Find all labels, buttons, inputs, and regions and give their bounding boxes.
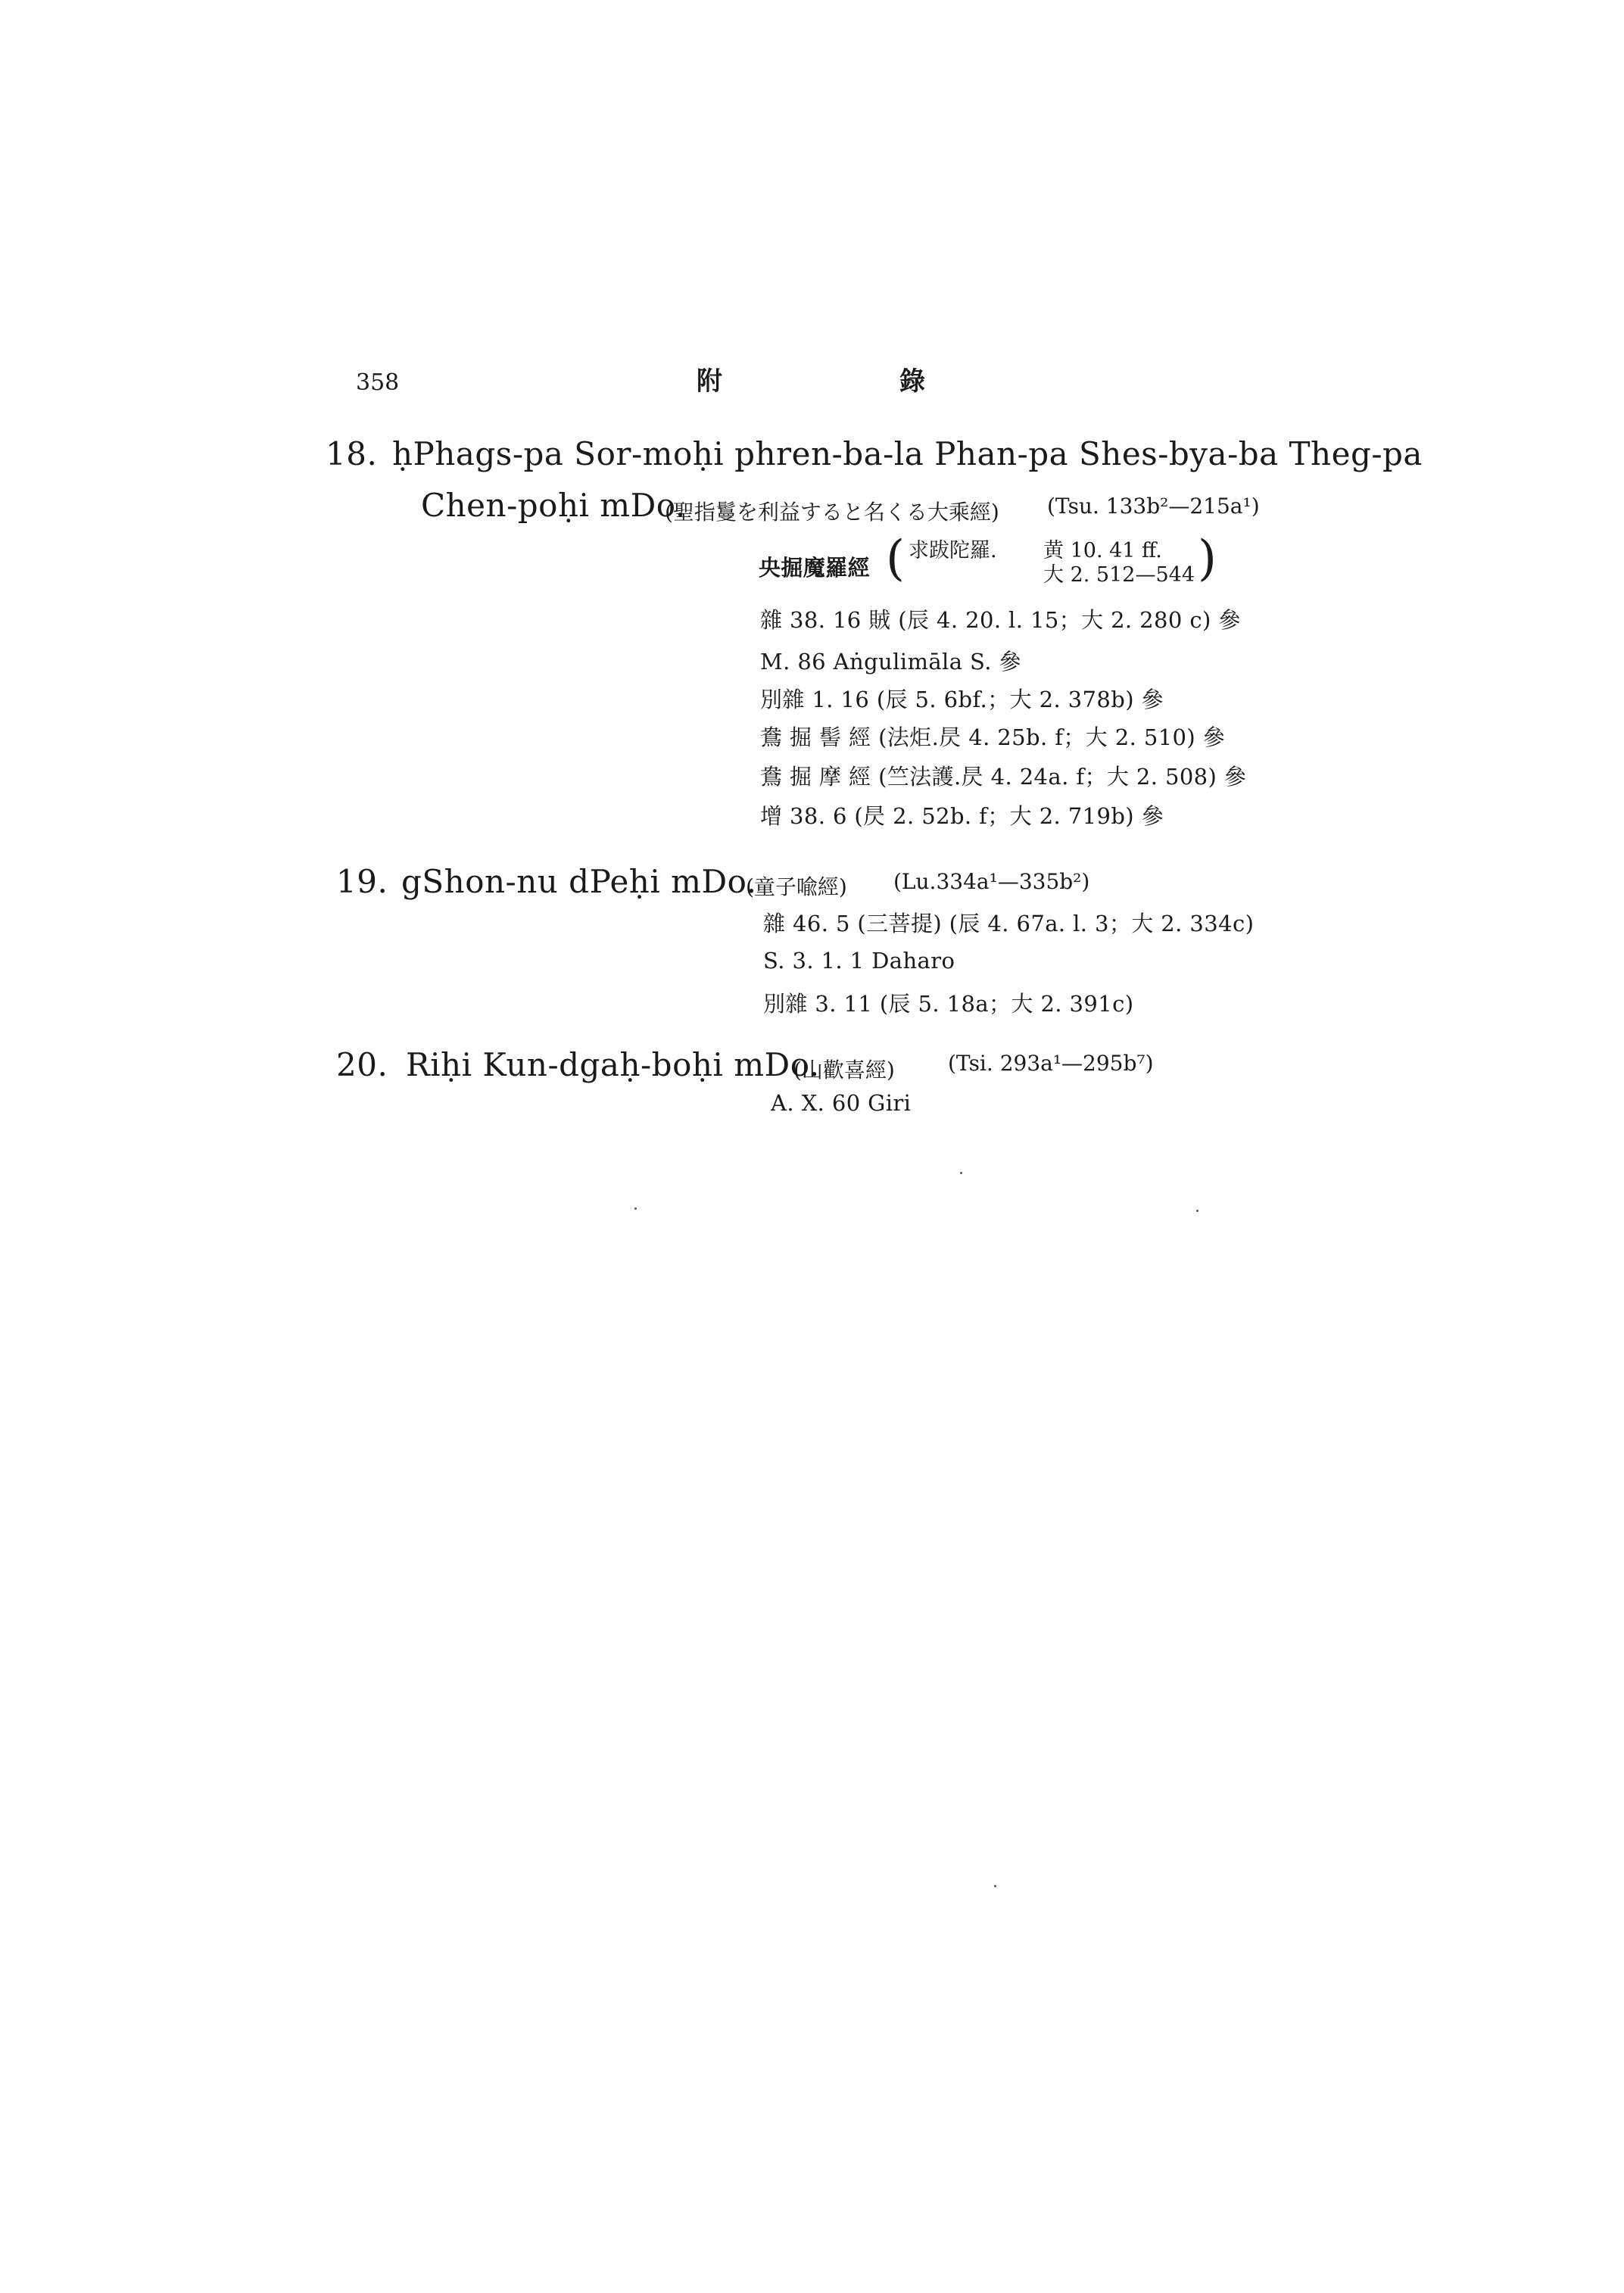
scan-speck bbox=[994, 1885, 996, 1887]
entry-18-ref-5: 鴦 掘 摩 經 (竺法護.昃 4. 24a. f；大 2. 508) 參 bbox=[760, 764, 1247, 790]
entry-20-ref-1: A. X. 60 Giri bbox=[771, 1090, 912, 1116]
entry-19-number: 19. bbox=[336, 863, 388, 900]
scan-speck bbox=[960, 1172, 962, 1174]
entry-18-ref-4: 鴦 掘 髻 經 (法炬.昃 4. 25b. f；大 2. 510) 參 bbox=[760, 724, 1226, 750]
entry-18-ref-1: 雜 38. 16 賊 (辰 4. 20. l. 15；大 2. 280 c) 參 bbox=[760, 607, 1241, 633]
running-title-left: 附 bbox=[697, 366, 722, 397]
scan-speck bbox=[634, 1207, 637, 1210]
entry-19-jp-title: (童子喩經) bbox=[746, 874, 847, 899]
entry-20-jp-title: (山歡喜經) bbox=[793, 1058, 895, 1083]
entry-18-main-ref-loc1: 黄 10. 41 ff. bbox=[1043, 539, 1162, 562]
entry-19-ref-3: 別雜 3. 11 (辰 5. 18a；大 2. 391c) bbox=[763, 991, 1134, 1017]
running-title-right: 錄 bbox=[899, 366, 925, 397]
entry-20-number: 20. bbox=[336, 1046, 388, 1083]
entry-18-title-line1: ḥPhags-pa Sor-moḥi phren-ba-la Phan-pa Shes-bya-ba Theg-pa bbox=[392, 435, 1423, 472]
entry-19-location: (Lu.334a¹—335b²) bbox=[893, 869, 1090, 894]
entry-18-title-line2: Chen-poḥi mDo. bbox=[421, 487, 686, 524]
entry-18-main-ref: 央掘魔羅經 bbox=[759, 555, 871, 581]
entry-18-ref-6: 增 38. 6 (昃 2. 52b. f；大 2. 719b) 參 bbox=[760, 803, 1164, 829]
entry-18-location: (Tsu. 133b²—215a¹) bbox=[1047, 494, 1260, 519]
entry-20-title: Riḥi Kun-dgaḥ-boḥi mDo. bbox=[406, 1046, 820, 1083]
entry-19-ref-1: 雜 46. 5 (三菩提) (辰 4. 67a. l. 3；大 2. 334c) bbox=[763, 911, 1255, 936]
entry-18-main-ref-loc2: 大 2. 512—544 bbox=[1043, 563, 1195, 587]
bracket-close: ) bbox=[1198, 531, 1217, 587]
entry-19-ref-2: S. 3. 1. 1 Daharo bbox=[763, 948, 955, 974]
bracket-open: ( bbox=[886, 531, 905, 587]
entry-19-title: gShon-nu dPeḥi mDo. bbox=[401, 863, 757, 900]
entry-20-location: (Tsi. 293a¹—295b⁷) bbox=[948, 1051, 1154, 1076]
scan-speck bbox=[1196, 1210, 1199, 1212]
entry-18-main-ref-translator: 求跋陀羅. bbox=[909, 539, 997, 562]
page-number: 358 bbox=[356, 369, 400, 396]
entry-18-ref-2: M. 86 Aṅgulimāla S. 參 bbox=[760, 649, 1021, 675]
entry-18-jp-title: (聖指鬘を利益すると名くる大乘經) bbox=[665, 500, 999, 525]
entry-18-ref-3: 別雜 1. 16 (辰 5. 6bf.；大 2. 378b) 參 bbox=[760, 687, 1164, 712]
entry-18-number: 18. bbox=[326, 435, 378, 472]
